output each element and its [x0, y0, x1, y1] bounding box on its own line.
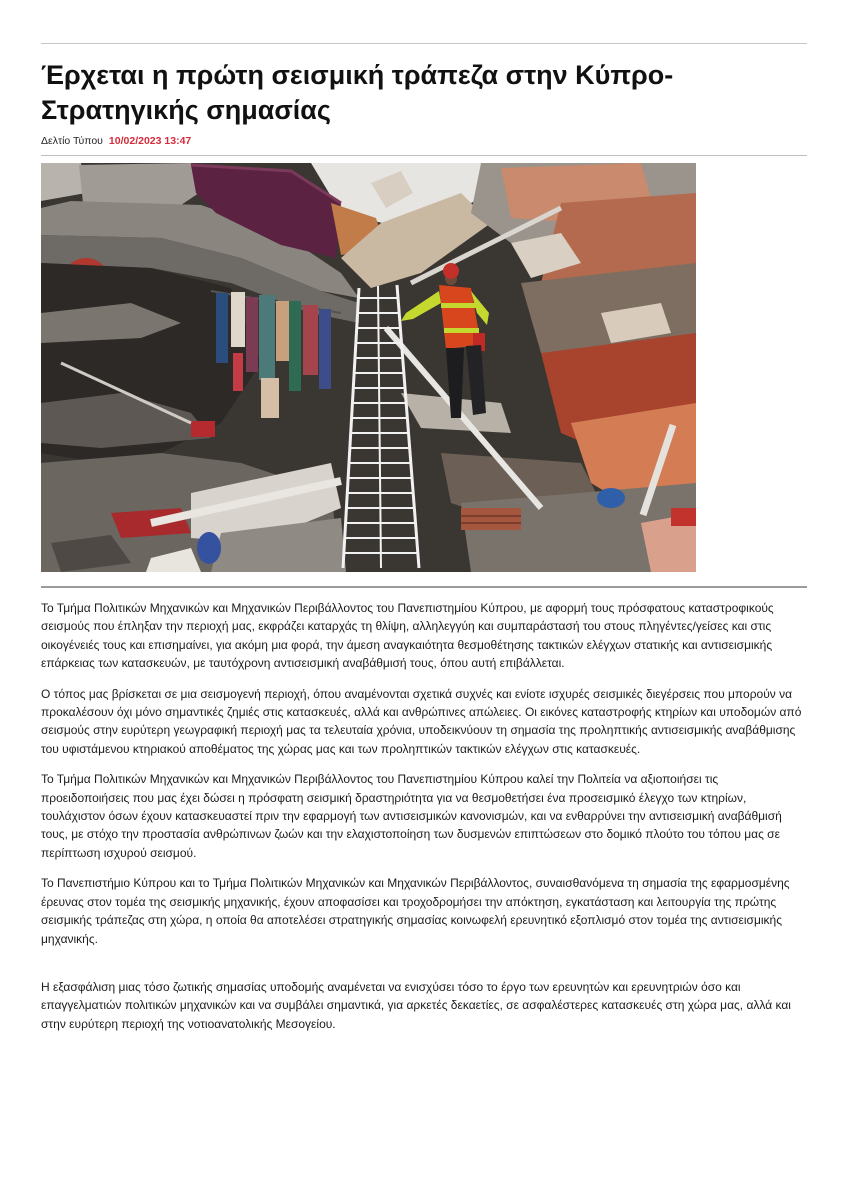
article-date: 10/02/2023 13:47: [108, 135, 192, 147]
byline: [41, 134, 191, 148]
article-source: Δελτίο Τύπου: [41, 135, 103, 147]
article-paragraph: Ο τόπος μας βρίσκεται σε μια σεισμογενή περιοχή, όπου αναμένονται σχετικά συχνές και ενίοτε ισχυρές σεισμικές διεγέρσεις που μπορούν να προκαλέσουν όχι μόνο σημαντικές ζημιές στις κατασκευές, αλλά και ανθρώπινες απώλειες. Οι εικόνες καταστροφής κτηρίων και υποδομών από σεισμούς στην ευρύτερη γεωγραφική περιοχή μας τα τελευταία χρόνια, υποδεικνύουν τη σημασία της προληπτικής αντισεισμικής αναβάθμισης του υφιστάμενου κτηριακού αποθέματος της χώρας μας και των προληπτικών τακτικών ελέγχων στις κατασκευές.: [41, 686, 802, 756]
article-paragraph: Η εξασφάλιση μιας τόσο ζωτικής σημασίας υποδομής αναμένεται να ενισχύσει τόσο το έργο των ερευνητών και ερευνητριών όσο και επαγγελματιών πολιτικών μηχανικών και να συμβάλει σημαντικά, για αρκετές δεκαετίες, σε ασφαλέστερες κατασκευές στη χώρα μας, αλλά και στην ευρύτερη περιοχή της νοτιοανατολικής Μεσογείου.: [41, 979, 791, 1031]
article-body: [41, 599, 807, 1045]
article-paragraph: Το Τμήμα Πολιτικών Μηχανικών και Μηχανικών Περιβάλλοντος του Πανεπιστημίου Κύπρου καλεί την Πολιτεία να αξιοποιήσει τις προειδοποιήσεις που μας έχει δώσει η πρόσφατη σεισμική δραστηριότητα για να θεσμοθετήσει ένα προσεισμικό έλεγχο των κτηρίων, τουλάχιστον όσων έχουν κατασκευαστεί πριν την εφαρμογή των αντισεισμικών κανονισμών, και να ενθαρρύνει την αντισεισμική αναβάθμισή τους, με στόχο την προστασία ανθρώπινων ζωών και την ελαχιστοποίηση των δυσμενών επιπτώσεων στο δομικό πλούτο του τόπου μας σε περίπτωση ισχυρού σεισμού.: [41, 772, 782, 860]
top-divider: [41, 43, 807, 44]
byline-divider: [41, 155, 807, 156]
photo-divider: [41, 586, 807, 588]
article-title: Έρχεται η πρώτη σεισμική τράπεζα στην Κύπρο-Στρατηγικής σημασίας: [41, 60, 674, 125]
article-paragraph: Το Πανεπιστήμιο Κύπρου και το Τμήμα Πολιτικών Μηχανικών και Μηχανικών Περιβάλλοντος, συναισθανόμενα τη σημασία της εφαρμοσμένης έρευνας στον τομέα της σεισμικής μηχανικής, έχουν αποφασίσει και τροχοδρομήσει την απόκτηση, εγκατάσταση και λειτουργία της πρώτης σεισμικής τράπεζας στη χώρα, η οποία θα αποτελέσει στρατηγικής σημασίας κοινωφελή ερευνητικό εξοπλισμό στον τομέα της αντισεισμικής μηχανικής.: [41, 876, 790, 946]
article-paragraph: Το Τμήμα Πολιτικών Μηχανικών και Μηχανικών Περιβάλλοντος του Πανεπιστημίου Κύπρου, με αφορμή τους πρόσφατους καταστροφικούς σεισμούς που έπληξαν την περιοχή μας, εκφράζει καταρχάς τη θλίψη, αλληλεγγύη και συμπαράστασή του στους πληγέντες/γείσες και στις οικογένειές τους και επισημαίνει, για ακόμη μια φορά, την άμεση αναγκαιότητα θεσμοθέτησης τακτικών ελέγχων στατικής και αντισεισμικής επάρκειας των κατασκευών, με ταυτόχρονη αντισεισμική αναβάθμισή τους, όπου αυτή επιβάλλεται.: [41, 601, 774, 671]
article-photo: [41, 163, 696, 572]
